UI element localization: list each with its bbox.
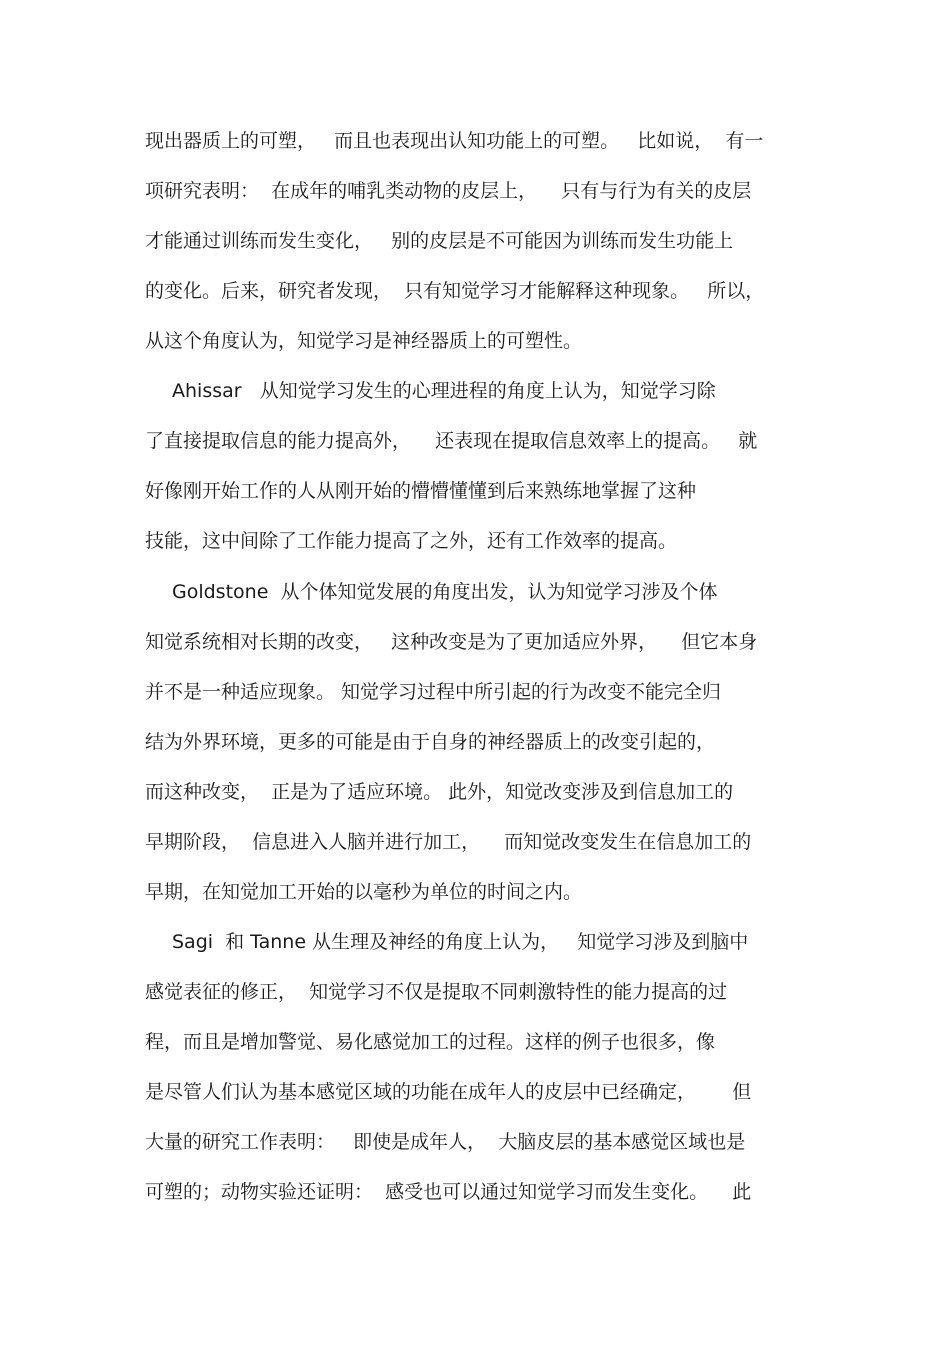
text-line: 从这个角度认为，知觉学习是神经器质上的可塑性。	[145, 330, 583, 352]
text-line: 是尽管人们认为基本感觉区域的功能在成年人的皮层中已经确定， 但	[145, 1081, 752, 1103]
paragraph-start-line: Sagi 和 Tanne 从生理及神经的角度上认为， 知觉学习涉及到脑中	[172, 931, 749, 953]
text-line: 早期，在知觉加工开始的以毫秒为单位的时间之内。	[145, 881, 583, 903]
text-line: 可塑的；动物实验还证明： 感受也可以通过知觉学习而发生变化。 此	[145, 1181, 752, 1203]
text-line: 大量的研究工作表明： 即使是成年人， 大脑皮层的基本感觉区域也是	[145, 1131, 746, 1153]
text-line: 知觉系统相对长期的改变， 这种改变是为了更加适应外界， 但它本身	[145, 631, 758, 653]
text-line: 早期阶段， 信息进入人脑并进行加工， 而知觉改变发生在信息加工的	[145, 831, 752, 853]
paragraph-start-line: Goldstone 从个体知觉发展的角度出发，认为知觉学习涉及个体	[172, 581, 718, 603]
text-line: 才能通过训练而发生变化， 别的皮层是不可能因为训练而发生功能上	[145, 230, 734, 252]
text-line: 结为外界环境，更多的可能是由于自身的神经器质上的改变引起的，	[145, 731, 716, 753]
text-line: 并不是一种适应现象。 知觉学习过程中所引起的行为改变不能完全归	[145, 681, 722, 703]
text-line: 了直接提取信息的能力提高外， 还表现在提取信息效率上的提高。 就	[145, 430, 758, 452]
paragraph-start-line: Ahissar 从知觉学习发生的心理进程的角度上认为，知觉学习除	[172, 380, 716, 402]
text-line: 而这种改变， 正是为了适应环境。 此外，知觉改变涉及到信息加工的	[145, 781, 734, 803]
text-line: 项研究表明： 在成年的哺乳类动物的皮层上， 只有与行为有关的皮层	[145, 180, 752, 202]
text-line: 程，而且是增加警觉、易化感觉加工的过程。这样的例子也很多，像	[145, 1031, 716, 1053]
text-line: 感觉表征的修正， 知觉学习不仅是提取不同刺激特性的能力提高的过	[145, 981, 728, 1003]
text-line: 技能，这中间除了工作能力提高了之外，还有工作效率的提高。	[145, 530, 678, 552]
text-line: 现出器质上的可塑， 而且也表现出认知功能上的可塑。 比如说， 有一	[145, 130, 764, 152]
text-line: 的变化。后来，研究者发现， 只有知觉学习才能解释这种现象。 所以，	[145, 280, 765, 302]
text-line: 好像刚开始工作的人从刚开始的懵懵懂懂到后来熟练地掌握了这种	[145, 480, 697, 502]
